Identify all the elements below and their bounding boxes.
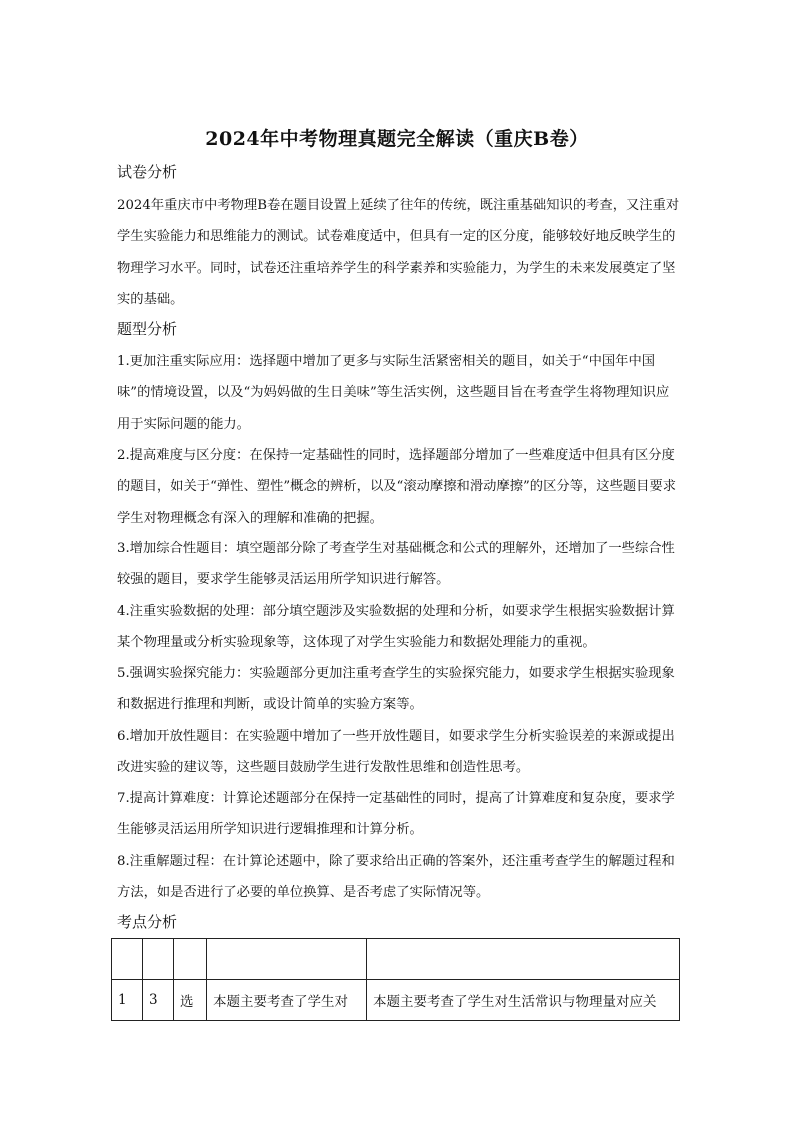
exam-points-table xyxy=(111,938,680,1021)
section-heading-question-types: 题型分析 xyxy=(117,320,178,338)
question-type-item-1: 1.更加注重实际应用：选择题中增加了更多与实际生活紧密相关的题目，如关于“中国年中国味”的情境设置，以及“为妈妈做的生日美味”等生活实例，这些题目旨在考查学生将物理知识应用于实际问题的能力。 xyxy=(117,354,670,432)
document-title: 2024年中考物理真题完全解读（重庆B卷） xyxy=(205,128,589,150)
table-cell: 本题主要考查了学生对 xyxy=(207,980,367,1021)
question-type-item-7: 7.提高计算难度：计算论述题部分在保持一定基础性的同时，提高了计算难度和复杂度，要求学生能够灵活运用所学知识进行逻辑推理和计算分析。 xyxy=(117,791,675,838)
question-type-item-6: 6.增加开放性题目：在实验题中增加了一些开放性题目，如要求学生分析实验误差的来源或提出改进实验的建议等，这些题目鼓励学生进行发散性思维和创造性思考。 xyxy=(117,729,675,776)
table-cell xyxy=(207,939,367,980)
question-type-item-5: 5.强调实验探究能力：实验题部分更加注重考查学生的实验探究能力，如要求学生根据实验现象和数据进行推理和判断，或设计简单的实验方案等。 xyxy=(117,666,675,713)
section-heading-paper-analysis: 试卷分析 xyxy=(117,163,178,181)
table-cell xyxy=(112,939,143,980)
question-type-item-2: 2.提高难度与区分度：在保持一定基础性的同时，选择题部分增加了一些难度适中但具有区分度的题目，如关于“弹性、塑性”概念的辨析，以及“滚动摩擦和滑动摩擦”的区分等，这些题目要求学生对物理概念有深入的理解和准确的把握。 xyxy=(117,448,677,526)
table-cell xyxy=(143,939,174,980)
table-cell xyxy=(174,939,207,980)
table-row xyxy=(112,939,680,980)
paper-analysis-paragraph: 2024年重庆市中考物理B卷在题目设置上延续了往年的传统，既注重基础知识的考查，又注重对学生实验能力和思维能力的测试。试卷难度适中，但具有一定的区分度，能够较好地反映学生的物理学习水平。同时，试卷还注重培养学生的科学素养和实验能力，为学生的未来发展奠定了坚实的基础。 xyxy=(117,198,680,307)
question-type-item-3: 3.增加综合性题目：填空题部分除了考查学生对基础概念和公式的理解外，还增加了一些综合性较强的题目，要求学生能够灵活运用所学知识进行解答。 xyxy=(117,541,675,588)
table-cell: 本题主要考查了学生对生活常识与物理量对应关 xyxy=(367,980,680,1021)
table-cell: 3 xyxy=(143,980,174,1021)
section-heading-exam-points: 考点分析 xyxy=(117,913,178,931)
question-type-item-8: 8.注重解题过程：在计算论述题中，除了要求给出正确的答案外，还注重考查学生的解题过程和方法，如是否进行了必要的单位换算、是否考虑了实际情况等。 xyxy=(117,854,675,901)
table-row xyxy=(112,980,680,1021)
table-cell: 选 xyxy=(174,980,207,1021)
table-cell xyxy=(367,939,680,980)
question-type-item-4: 4.注重实验数据的处理：部分填空题涉及实验数据的处理和分析，如要求学生根据实验数据计算某个物理量或分析实验现象等，这体现了对学生实验能力和数据处理能力的重视。 xyxy=(117,604,675,651)
table-cell: 1 xyxy=(112,980,143,1021)
